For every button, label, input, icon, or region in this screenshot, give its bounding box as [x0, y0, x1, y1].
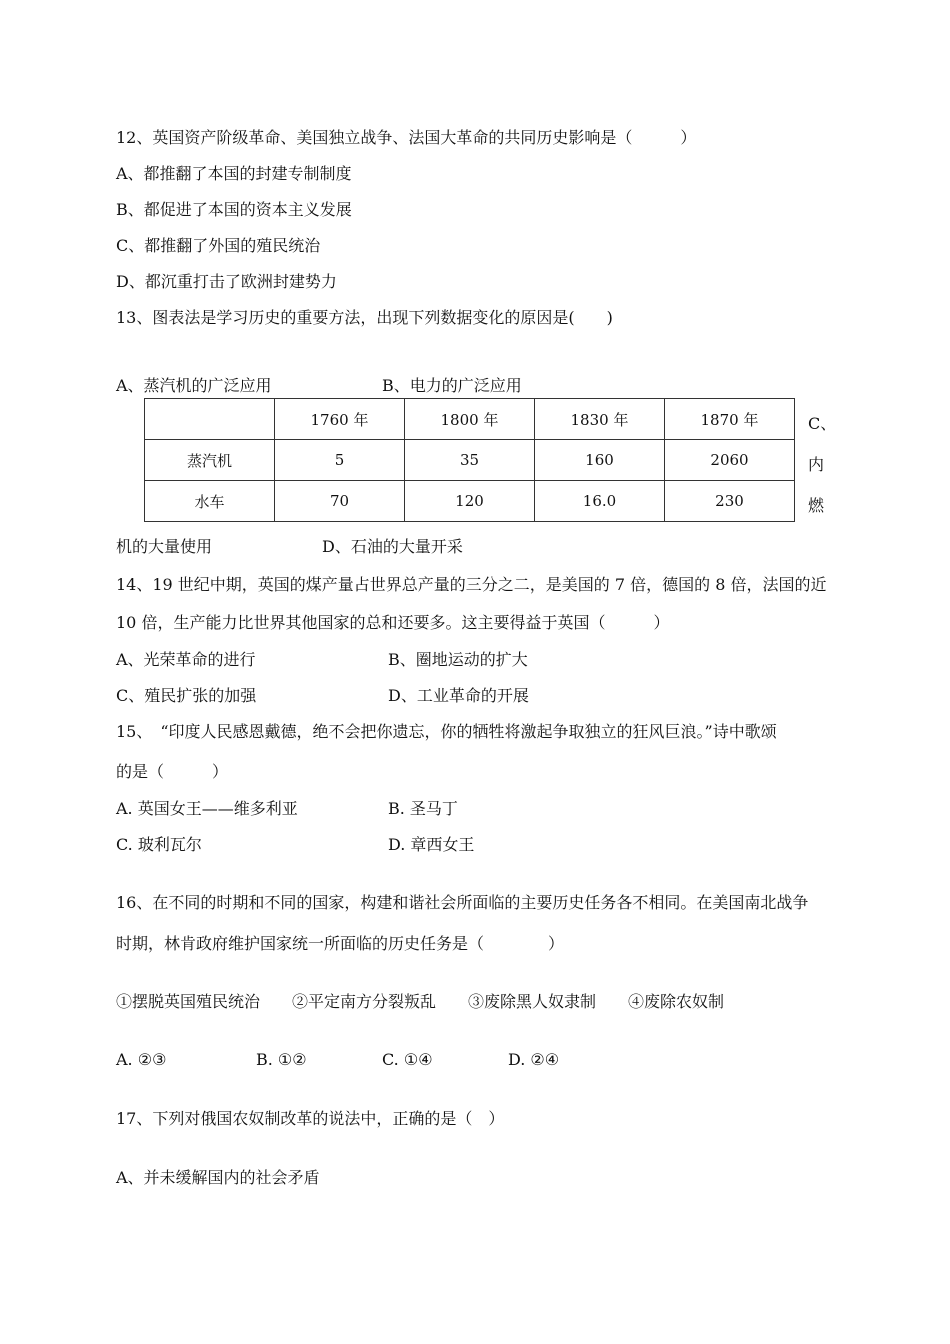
table-row [145, 440, 795, 481]
table-row [145, 481, 795, 522]
q14-stem-line1: 14、19 世纪中期，英国的煤产量占世界总产量的三分之二，是美国的 7 倍，德国的 8 倍，法国的近 [116, 575, 827, 594]
q16-option-d: D. ②④ [508, 1050, 560, 1069]
q15-stem-line1: 15、 “印度人民感恩戴德，绝不会把你遗忘，你的牺牲将激起争取独立的狂风巨浪。”诗中歌颂 [116, 722, 777, 741]
q16-option-c: C. ①④ [382, 1050, 433, 1069]
q16-stem-line2: 时期，林肯政府维护国家统一所面临的历史任务是（ ） [116, 934, 565, 953]
q15-option-d: D. 章西女王 [388, 835, 475, 854]
q16-option-b: B. ①② [256, 1050, 307, 1069]
q16-statements: ①摆脱英国殖民统治 ②平定南方分裂叛乱 ③废除黑人奴隶制 ④废除农奴制 [116, 992, 725, 1011]
table-cell [145, 399, 275, 440]
table-cell: 16.0 [535, 481, 665, 522]
data-table [144, 398, 795, 522]
q14-option-d: D、工业革命的开展 [388, 686, 529, 705]
q13-option-a: A、蒸汽机的广泛应用 [116, 376, 272, 395]
q15-option-a: A. 英国女王——维多利亚 [116, 799, 298, 818]
q15-stem-line2: 的是（ ） [116, 762, 229, 781]
q13-option-c-part: C、 [808, 414, 837, 433]
q16-option-a: A. ②③ [116, 1050, 167, 1069]
q13-option-c-part: 燃 [808, 496, 825, 515]
q17-stem: 17、下列对俄国农奴制改革的说法中，正确的是（ ） [116, 1109, 505, 1128]
q17-option-a: A、并未缓解国内的社会矛盾 [116, 1168, 320, 1187]
q14-option-c: C、殖民扩张的加强 [116, 686, 257, 705]
table-cell: 5 [275, 440, 405, 481]
q14-option-b: B、圈地运动的扩大 [388, 650, 528, 669]
table-header-row [145, 399, 795, 440]
q14-option-a: A、光荣革命的进行 [116, 650, 256, 669]
table-cell: 70 [275, 481, 405, 522]
q15-option-b: B. 圣马丁 [388, 799, 458, 818]
q12-option-d: D、都沉重打击了欧洲封建势力 [116, 272, 337, 291]
q13-stem: 13、图表法是学习历史的重要方法，出现下列数据变化的原因是( ) [116, 308, 613, 327]
table-cell: 蒸汽机 [145, 440, 275, 481]
q12-option-c: C、都推翻了外国的殖民统治 [116, 236, 321, 255]
q12-option-a: A、都推翻了本国的封建专制制度 [116, 164, 352, 183]
q13-option-c-tail: 机的大量使用 [116, 537, 213, 556]
table-cell: 1800 年 [405, 399, 535, 440]
q12-option-b: B、都促进了本国的资本主义发展 [116, 200, 352, 219]
table-cell: 水车 [145, 481, 275, 522]
table-cell: 120 [405, 481, 535, 522]
q16-stem-line1: 16、在不同的时期和不同的国家，构建和谐社会所面临的主要历史任务各不相同。在美国南北战争 [116, 893, 809, 912]
table-cell: 1870 年 [665, 399, 795, 440]
table-cell: 1830 年 [535, 399, 665, 440]
q14-stem-line2: 10 倍，生产能力比世界其他国家的总和还要多。这主要得益于英国（ ） [116, 613, 670, 632]
q13-option-b: B、电力的广泛应用 [382, 376, 522, 395]
table-cell: 2060 [665, 440, 795, 481]
q13-option-c-part: 内 [808, 455, 825, 474]
table-cell: 35 [405, 440, 535, 481]
q15-option-c: C. 玻利瓦尔 [116, 835, 202, 854]
table-cell: 230 [665, 481, 795, 522]
q13-option-d: D、石油的大量开采 [322, 537, 463, 556]
table-cell: 160 [535, 440, 665, 481]
table-cell: 1760 年 [275, 399, 405, 440]
q12-stem: 12、英国资产阶级革命、美国独立战争、法国大革命的共同历史影响是（ ） [116, 128, 697, 147]
